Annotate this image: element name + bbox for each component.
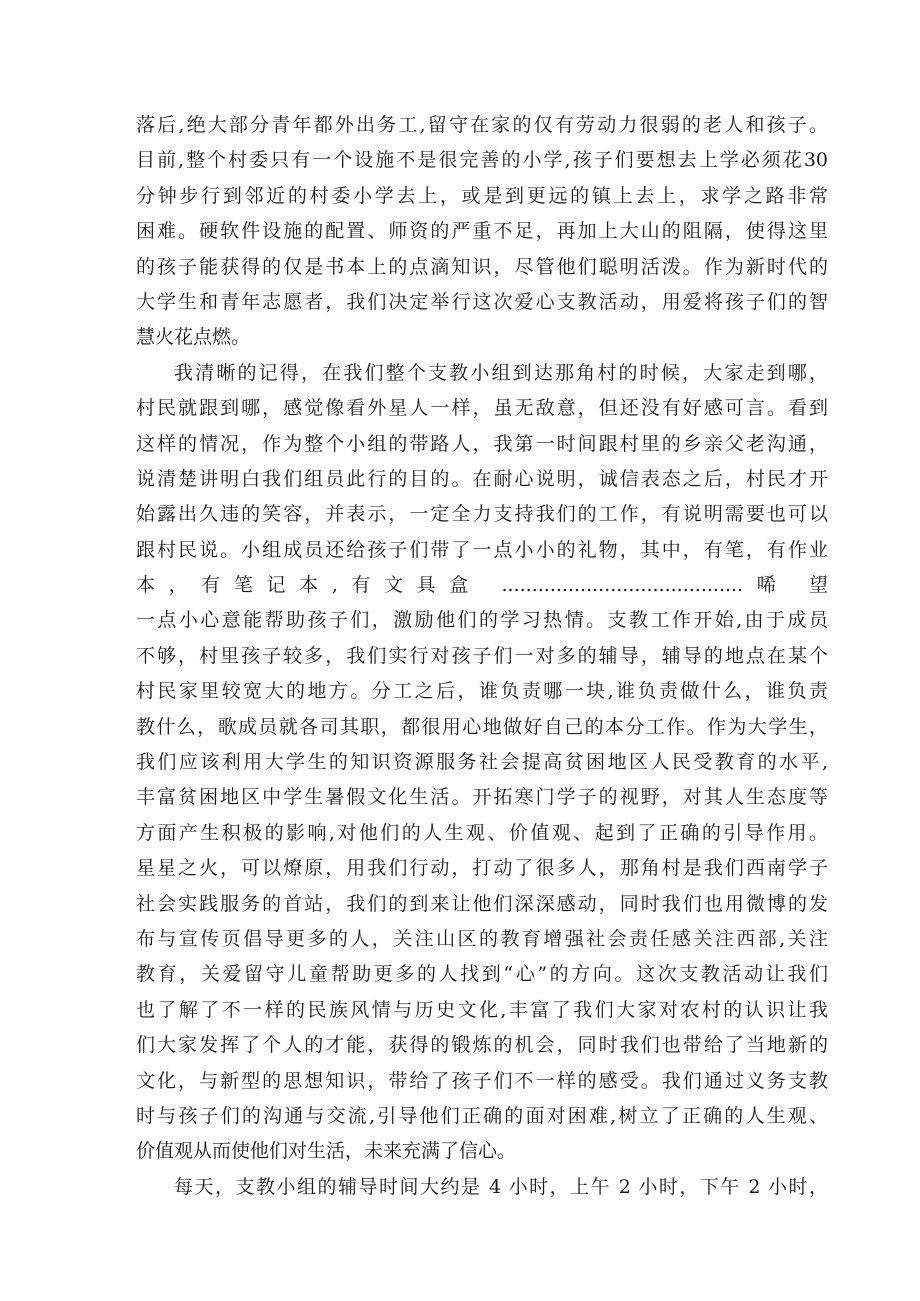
paragraph-2-line-8: 一点小心意能帮助孩子们，激励他们的学习热情。支教工作开始,由于成员: [136, 609, 828, 632]
paragraph-2-line-1: 我清晰的记得，在我们整个支教小组到达那角村的时候，大家走到哪，: [174, 361, 828, 384]
paragraph-2-line-7: 本，有笔记本,有文具盒 ........................................唏 望: [136, 574, 828, 597]
paragraph-2-line-10: 村民家里较宽大的地方。分工之后，谁负责哪一块,谁负责做什么，谁负责: [136, 680, 828, 703]
paragraph-2-line-2: 村民就跟到哪，感觉像看外星人一样，虽无敌意，但还没有好感可言。看到: [136, 397, 828, 420]
paragraph-2-line-14: 方面产生积极的影响,对他们的人生观、价值观、起到了正确的引导作用。: [136, 821, 828, 844]
body-text: [136, 108, 828, 1205]
paragraph-2-line-17: 布与宣传页倡导更多的人，关注山区的教育增强社会责任感关注西部,关注: [136, 927, 828, 950]
paragraph-2-line-18: 教育，关爱留守儿童帮助更多的人找到“心”的方向。这次支教活动让我们: [136, 963, 828, 986]
paragraph-1-line-7: 慧火花点燃。: [136, 326, 251, 349]
paragraph-2-line-13: 丰富贫困地区中学生暑假文化生活。开拓寒门学子的视野，对其人生态度等: [136, 786, 828, 809]
paragraph-2-line-22: 时与孩子们的沟通与交流,引导他们正确的面对困难,树立了正确的人生观、: [136, 1104, 828, 1127]
paragraph-2-line-20: 们大家发挥了个人的才能，获得的锻炼的机会，同时我们也带给了当地新的: [136, 1034, 828, 1057]
paragraph-2-line-23: 价值观从而使他们对生活，未来充满了信心。: [136, 1140, 517, 1163]
paragraph-2-line-3: 这样的情况，作为整个小组的带路人，我第一时间跟村里的乡亲父老沟通，: [136, 432, 828, 455]
paragraph-1-line-4: 困难。硬软件设施的配置、师资的严重不足，再加上大山的阻隔，使得这里: [136, 220, 828, 243]
paragraph-2-line-4: 说清楚讲明白我们组员此行的目的。在耐心说明，诚信表态之后，村民才开: [136, 467, 828, 490]
paragraph-2-line-15: 星星之火，可以燎原，用我们行动，打动了很多人，那角村是我们西南学子: [136, 857, 828, 880]
paragraph-2-line-6: 跟村民说。小组成员还给孩子们带了一点小小的礼物，其中，有笔，有作业: [136, 538, 828, 561]
paragraph-2-line-21: 文化，与新型的思想知识，带给了孩子们不一样的感受。我们通过义务支教: [136, 1069, 828, 1092]
paragraph-1-line-2: 目前,整个村委只有一个设施不是很完善的小学,孩子们要想去上学必须花30: [136, 149, 828, 172]
paragraph-1-line-6: 大学生和青年志愿者，我们决定举行这次爱心支教活动，用爱将孩子们的智: [136, 290, 828, 313]
paragraph-2-line-5: 始露出久违的笑容，并表示，一定全力支持我们的工作，有说明需要也可以: [136, 503, 828, 526]
paragraph-3-line-1: 每天，支教小组的辅导时间大约是 4 小时，上午 2 小时，下午 2 小时，: [174, 1175, 828, 1198]
paragraph-1-line-5: 的孩子能获得的仅是书本上的点滴知识，尽管他们聪明活泼。作为新时代的: [136, 255, 828, 278]
paragraph-2-line-11: 教什么，歌成员就各司其职，都很用心地做好自己的本分工作。作为大学生，: [136, 715, 828, 738]
paragraph-2-line-16: 社会实践服务的首站，我们的到来让他们深深感动，同时我们也用微博的发: [136, 892, 828, 915]
paragraph-2-line-9: 不够，村里孩子较多，我们实行对孩子们一对多的辅导，辅导的地点在某个: [136, 644, 828, 667]
paragraph-2-line-12: 我们应该利用大学生的知识资源服务社会提高贫困地区人民受教育的水平,: [136, 751, 828, 774]
paragraph-2-line-19: 也了解了不一样的民族风情与历史文化,丰富了我们大家对农村的认识让我: [136, 998, 828, 1021]
paragraph-1-line-3: 分钟步行到邻近的村委小学去上，或是到更远的镇上去上，求学之路非常: [136, 184, 828, 207]
paragraph-1-line-1: 落后,绝大部分青年都外出务工,留守在家的仅有劳动力很弱的老人和孩子。: [136, 114, 828, 136]
